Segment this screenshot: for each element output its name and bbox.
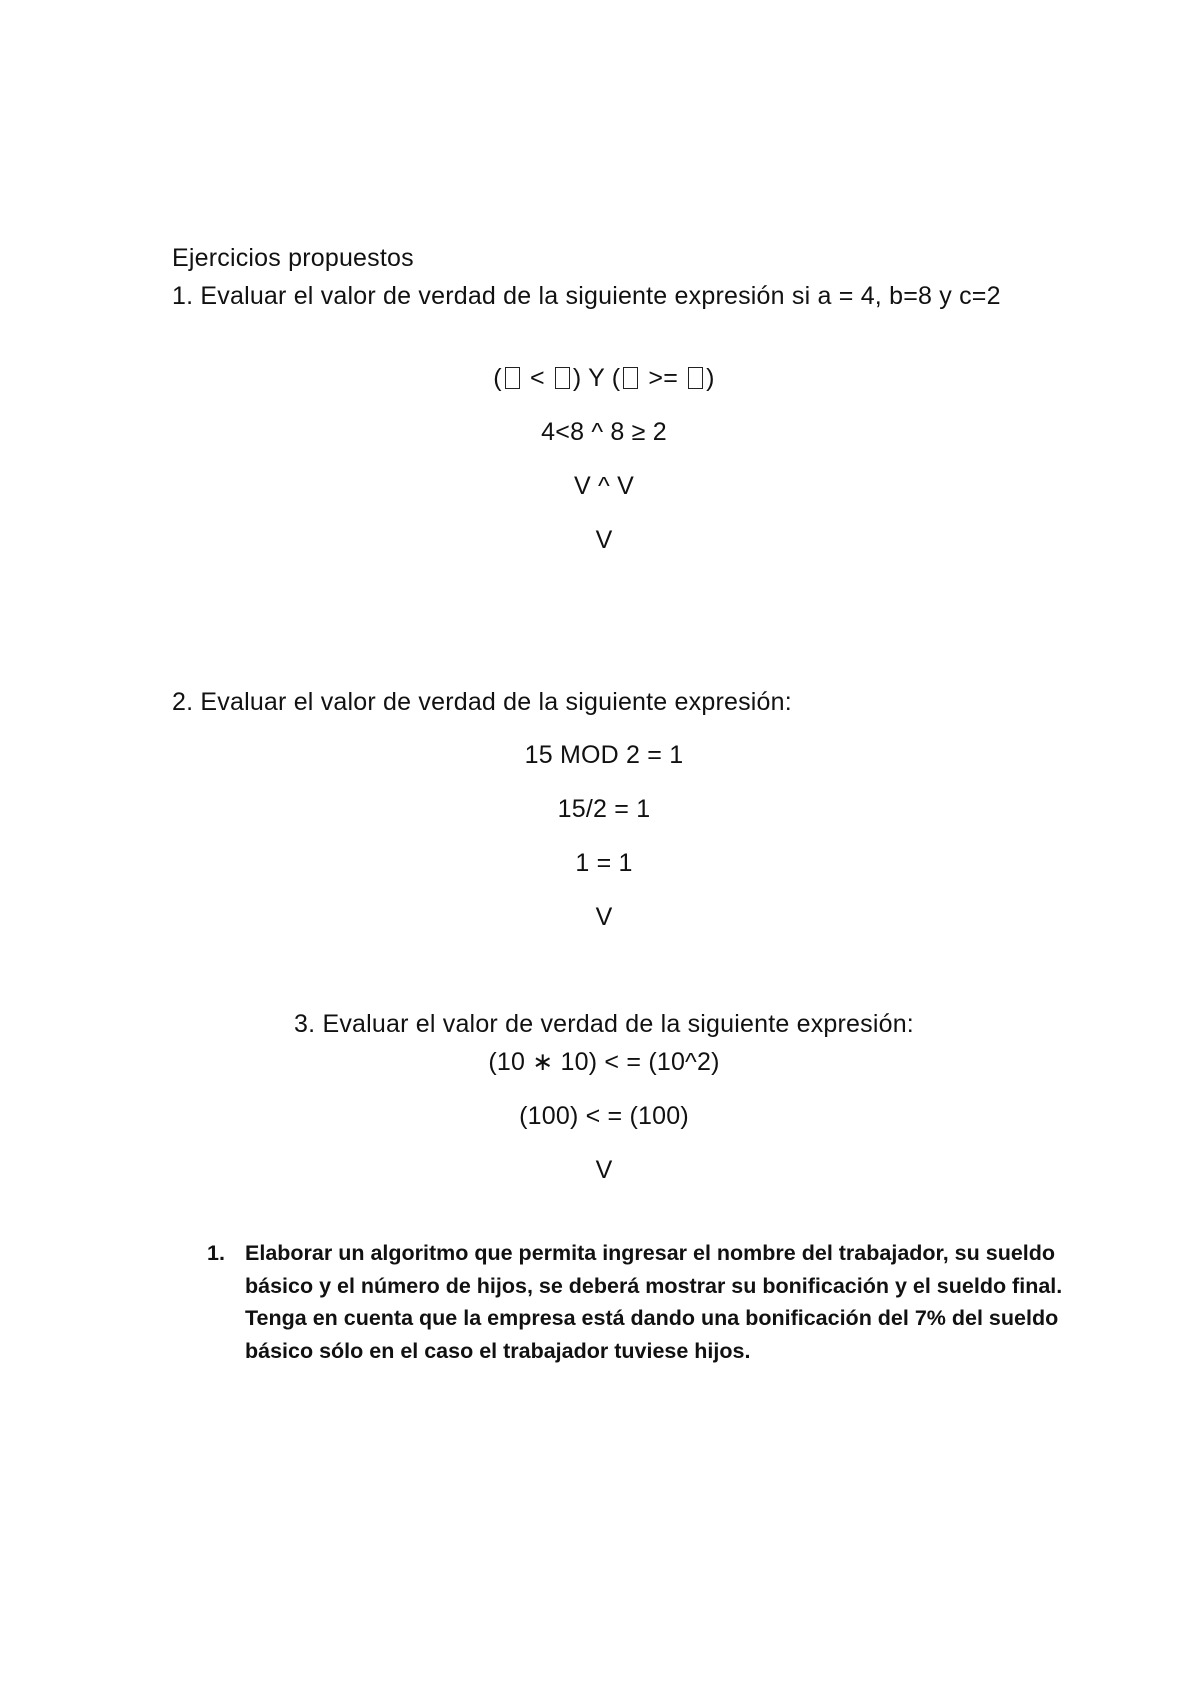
- exercise-2-step: 1 = 1: [575, 849, 633, 877]
- expression-part: (: [493, 364, 502, 392]
- exercise-1-expression: [0, 362, 1200, 394]
- expression-part: ) Y (: [572, 364, 621, 392]
- missing-glyph-icon: [623, 367, 638, 389]
- exercise-2-result: V: [595, 903, 613, 931]
- task-line: básico y el número de hijos, se deberá mostrar su bonificación y el sueldo final.: [245, 1273, 1063, 1298]
- task-line: Tenga en cuenta que la empresa está dando una bonificación del 7% del sueldo: [245, 1306, 1059, 1330]
- exercise-2-statement: 2. Evaluar el valor de verdad de la siguiente expresión:: [172, 688, 792, 716]
- missing-glyph-icon: [688, 367, 703, 389]
- exercise-1-step: V ^ V: [574, 472, 634, 500]
- section-heading: Ejercicios propuestos: [172, 244, 414, 272]
- task-list-number: 1.: [207, 1241, 225, 1265]
- exercise-2-step: 15 MOD 2 = 1: [524, 741, 684, 769]
- exercise-1-step: 4<8 ^ 8 ≥ 2: [541, 418, 667, 446]
- expression-part: <: [522, 364, 552, 392]
- exercise-1-result: V: [595, 526, 613, 554]
- task-line: básico sólo en el caso el trabajador tuviese hijos.: [245, 1338, 751, 1363]
- exercise-3-result: V: [595, 1156, 613, 1184]
- exercise-3-step: (100) < = (100): [519, 1102, 689, 1130]
- task-line: Elaborar un algoritmo que permita ingresar el nombre del trabajador, su sueldo: [245, 1241, 1056, 1265]
- exercise-1-statement: 1. Evaluar el valor de verdad de la siguiente expresión si a = 4, b=8 y c=2: [172, 282, 1001, 310]
- task-paragraph: [245, 1237, 1063, 1367]
- expression-part: ): [706, 364, 715, 392]
- exercise-2-step: 15/2 = 1: [557, 795, 651, 823]
- missing-glyph-icon: [505, 367, 520, 389]
- missing-glyph-icon: [555, 367, 570, 389]
- expression-part: >=: [641, 364, 686, 392]
- exercise-3-statement: 3. Evaluar el valor de verdad de la siguiente expresión:: [294, 1010, 914, 1038]
- exercise-3-step: (10 ∗ 10) < = (10^2): [488, 1048, 720, 1076]
